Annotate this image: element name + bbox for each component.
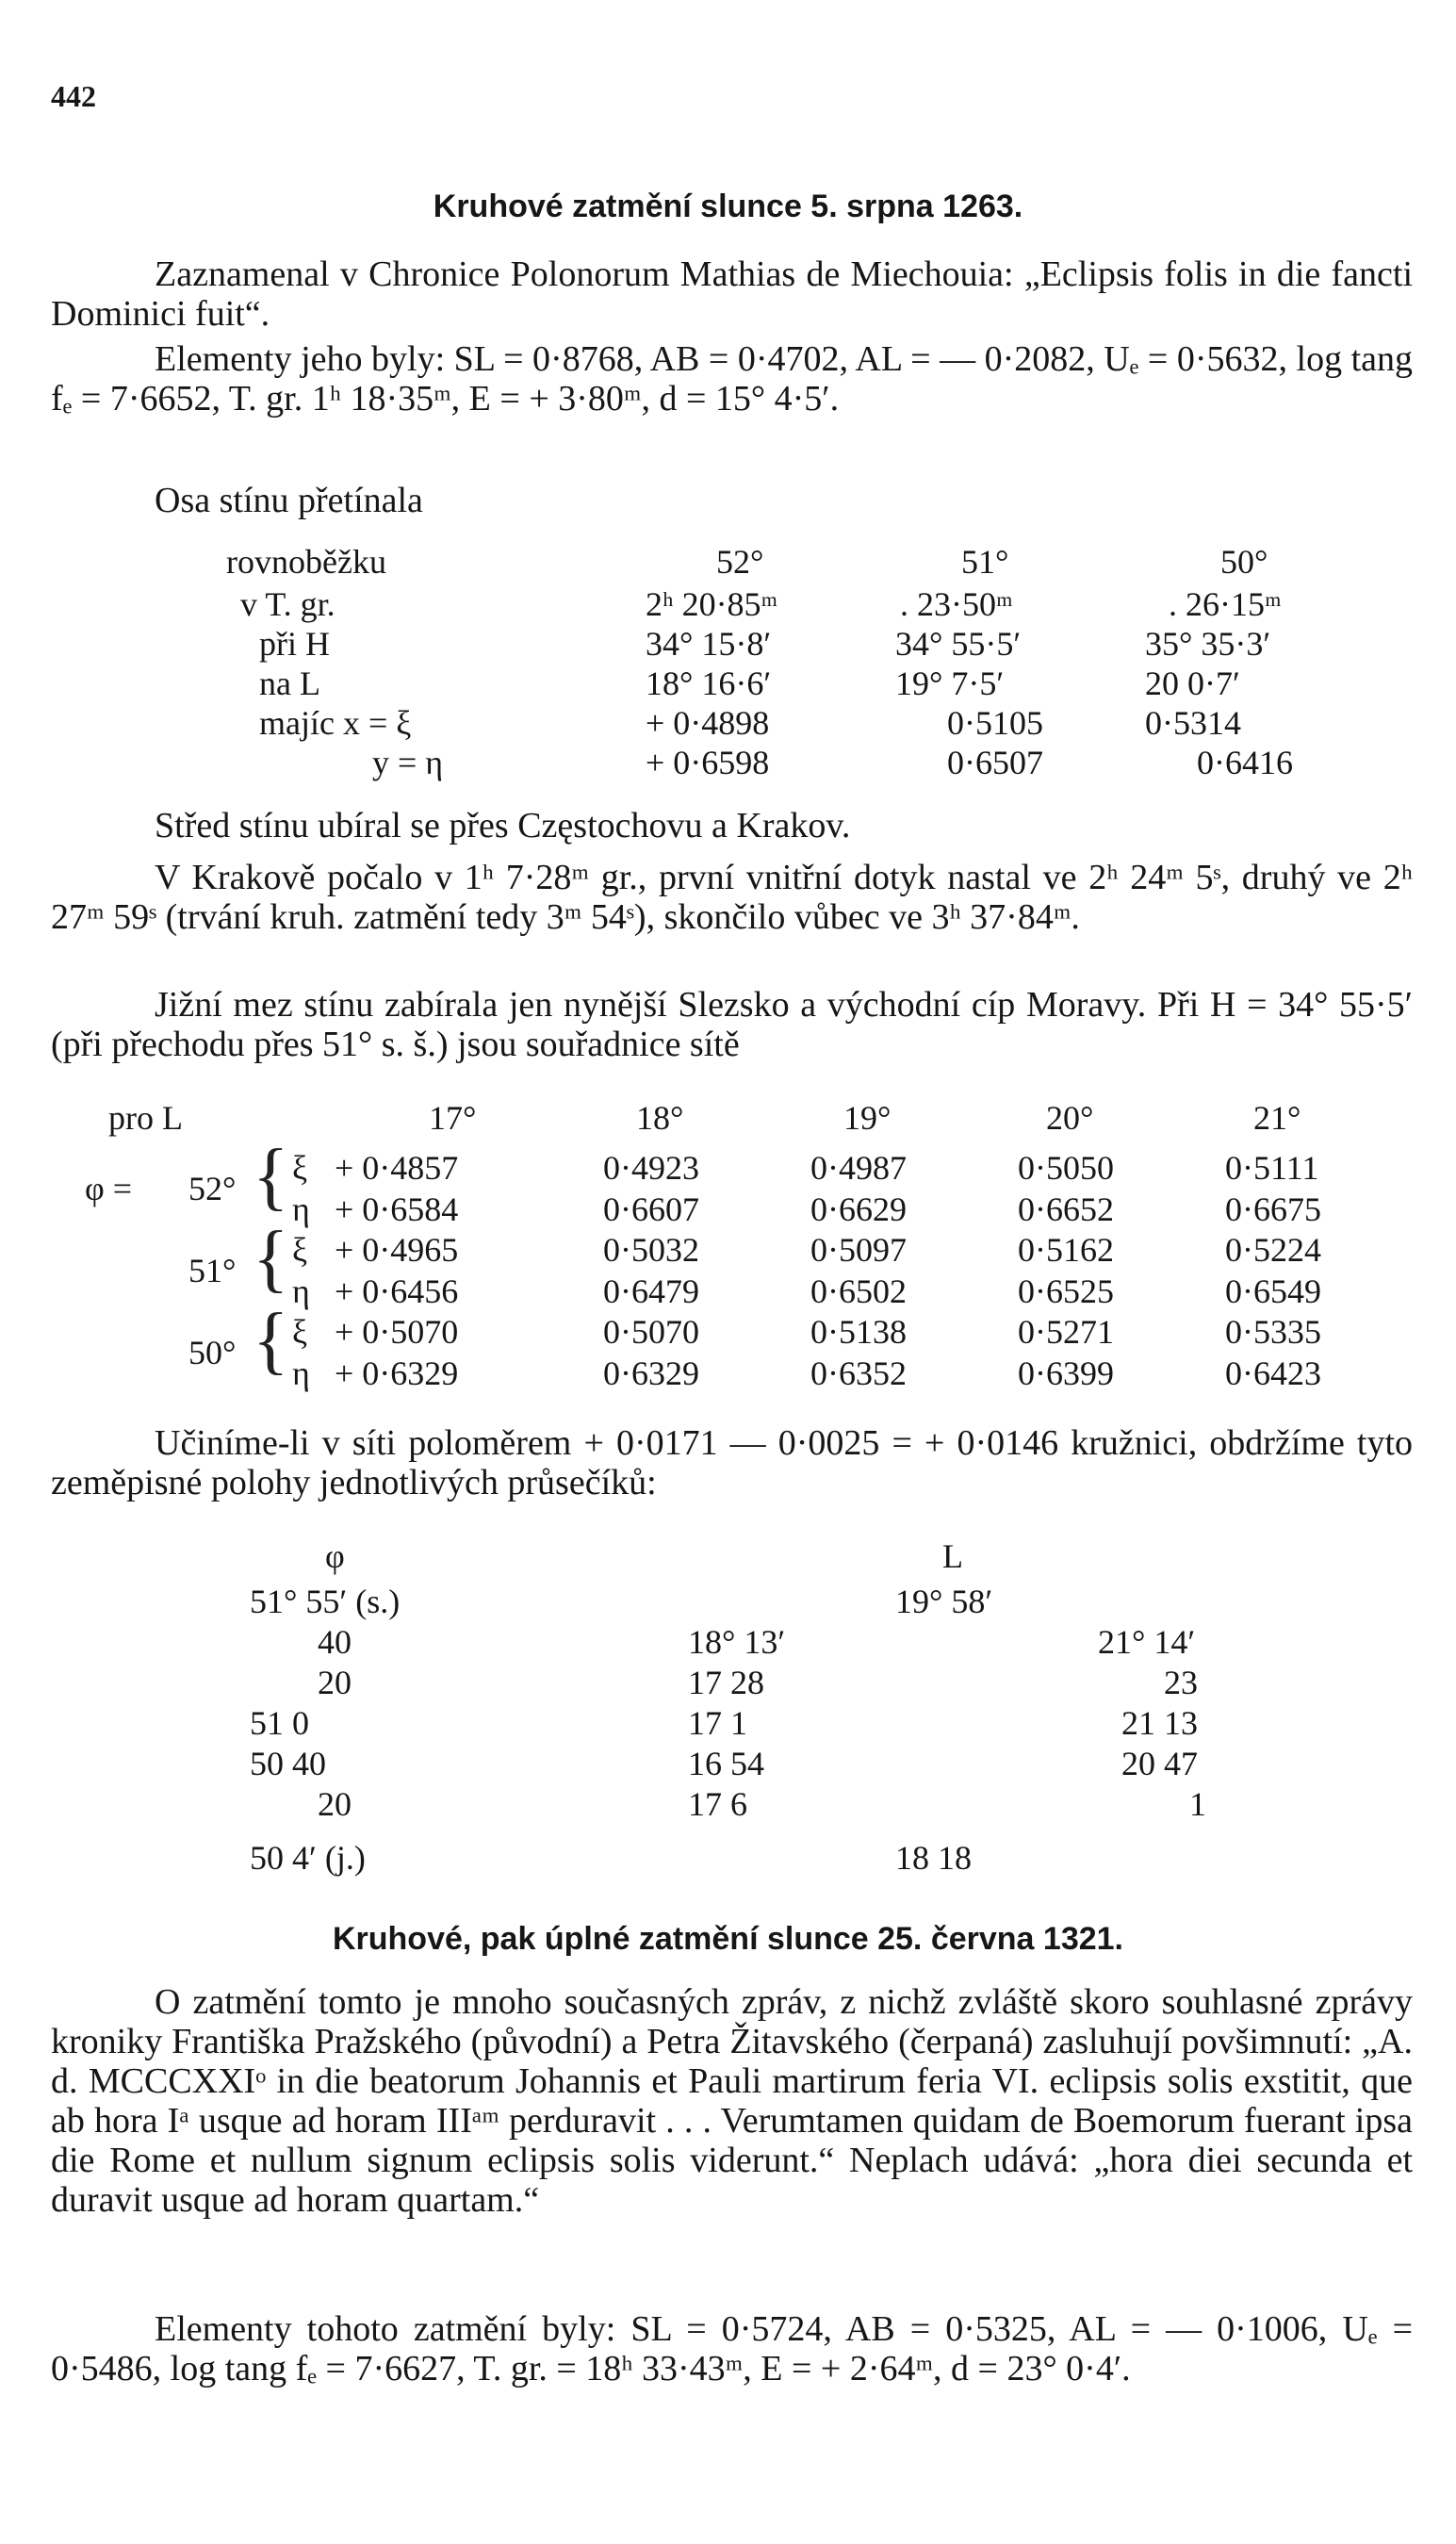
table-cell: + 0·6584 [335, 1190, 459, 1228]
table-cell: 23 [1164, 1664, 1198, 1701]
table-cell: 1 [1189, 1785, 1206, 1823]
table-cell: 34° 15·8′ [646, 625, 772, 663]
paragraph-axis-intro-text: Osa stínu přetínala [155, 481, 423, 520]
xi-symbol: ξ [292, 1313, 308, 1351]
table-cell: 0·4923 [603, 1149, 699, 1187]
table-cell: + 0·4898 [646, 704, 770, 742]
table-cell: 0·5314 [1145, 704, 1241, 742]
table-cell: 20 [318, 1785, 352, 1823]
table2-header [0, 1098, 1456, 1136]
phi-label: φ = [85, 1170, 133, 1207]
table-cell: majíc x = ξ [259, 704, 412, 742]
eta-symbol: η [292, 1354, 310, 1392]
table-cell: 16 54 [688, 1745, 764, 1782]
table-cell: 51 0 [250, 1704, 309, 1742]
table-row [0, 703, 1456, 741]
table-row [0, 1784, 1456, 1822]
eta-symbol: η [292, 1190, 310, 1228]
table-cell: 19° 58′ [895, 1583, 993, 1620]
xi-symbol: ξ [292, 1149, 308, 1187]
table-row [0, 1148, 1456, 1186]
section-heading-1321: Kruhové, pak úplné zatmění slunce 25. června 1321. [332, 1921, 1123, 1957]
table-cell: 40 [318, 1623, 352, 1661]
table2-header-col: 19° [843, 1099, 892, 1137]
table-cell: v T. gr. [240, 585, 335, 623]
table-cell: 20 0·7′ [1145, 665, 1240, 702]
table-cell: 0·6416 [1197, 744, 1293, 781]
table-cell: 0·5335 [1225, 1313, 1321, 1351]
table-cell: 0·6675 [1225, 1190, 1321, 1228]
paragraph-elements-1263 [51, 339, 1413, 419]
section-heading-1263: Kruhové zatmění slunce 5. srpna 1263. [433, 189, 1023, 224]
table-cell: při H [259, 625, 330, 663]
table-row [0, 584, 1456, 622]
table-row [0, 1703, 1456, 1741]
page-number: 442 [51, 79, 96, 113]
table-cell: 35° 35·3′ [1145, 625, 1271, 663]
paragraph-southern-limit [51, 985, 1413, 1064]
paragraph-krakow [51, 858, 1413, 937]
paragraph-shadow-path-text: Střed stínu ubíral se přes Częstochovu a Krakov. [155, 806, 851, 845]
table-cell: 21° 14′ [1098, 1623, 1196, 1661]
table-cell: + 0·6598 [646, 744, 770, 781]
table-row [0, 1838, 1456, 1876]
table-row [0, 1744, 1456, 1781]
table-cell: . 26·15ᵐ [1169, 585, 1282, 623]
table-cell: 0·6502 [810, 1272, 907, 1310]
table-cell: 20 47 [1121, 1745, 1198, 1782]
table2-header-col: 17° [429, 1099, 477, 1137]
group-latitude: 50° [188, 1334, 237, 1371]
paragraph-elements-1263-text: Elementy jeho byly: SL = 0·8768, AB = 0·4702, AL = — 0·2082, Uₑ = 0·5632, log tang fₑ = 7·6652, T. gr. 1ʰ 18·35ᵐ, E = + 3·80ᵐ, d = 15° 4·5′. [51, 339, 1413, 419]
table-cell: 0·5032 [603, 1231, 699, 1269]
table1-header [0, 542, 1456, 580]
table-row [0, 1622, 1456, 1660]
table-cell: 18° 16·6′ [646, 665, 772, 702]
table-cell: 0·4987 [810, 1149, 907, 1187]
table-cell: + 0·6329 [335, 1354, 459, 1392]
table-cell: 0·6507 [947, 744, 1043, 781]
table1-header-label: rovnoběžku [226, 543, 386, 581]
table-cell: 17 28 [688, 1664, 764, 1701]
paragraph-chronicle [51, 254, 1413, 334]
table-cell: + 0·4965 [335, 1231, 459, 1269]
table2-header-col: 21° [1253, 1099, 1301, 1137]
table-cell: 0·6329 [603, 1354, 699, 1392]
group-latitude: 52° [188, 1170, 237, 1207]
table-cell: 0·6607 [603, 1190, 699, 1228]
table-row [0, 1272, 1456, 1309]
paragraph-circle-text: Učiníme-li v síti poloměrem + 0·0171 — 0·0025 = + 0·0146 kružnici, obdržíme tyto zeměpisné polohy jednotlivých průsečíků: [51, 1423, 1413, 1502]
table2-header-label: pro L [108, 1099, 183, 1137]
brace-symbol: { [253, 1217, 289, 1300]
table-row [0, 624, 1456, 662]
paragraph-axis-intro [51, 481, 1413, 520]
table-cell: 0·5070 [603, 1313, 699, 1351]
table-cell: 0·6525 [1018, 1272, 1114, 1310]
table-cell: 50 40 [250, 1745, 326, 1782]
table-cell: 0·5138 [810, 1313, 907, 1351]
eta-symbol: η [292, 1272, 310, 1310]
table-cell: 0·5105 [947, 704, 1043, 742]
table-row [0, 1663, 1456, 1700]
table1-header-col: 50° [1220, 543, 1268, 581]
table-row [0, 1312, 1456, 1350]
paragraph-sources-1321 [51, 1982, 1413, 2220]
table-cell: 0·5111 [1225, 1149, 1319, 1187]
paragraph-circle [51, 1423, 1413, 1502]
paragraph-southern-limit-text: Jižní mez stínu zabírala jen nynější Slezsko a východní cíp Moravy. Při H = 34° 55·5′ (při přechodu přes 51° s. š.) jsou souřadnice sítě [51, 985, 1413, 1064]
brace-symbol: { [253, 1299, 289, 1382]
table-row [0, 1190, 1456, 1227]
table-cell: 20 [318, 1664, 352, 1701]
table-cell: + 0·5070 [335, 1313, 459, 1351]
paragraph-elements-1321 [51, 2309, 1413, 2388]
table-row [0, 1354, 1456, 1391]
table3-header [0, 1536, 1456, 1574]
paragraph-shadow-path [51, 806, 1413, 845]
table-cell: 0·6399 [1018, 1354, 1114, 1392]
table-cell: 0·6352 [810, 1354, 907, 1392]
table-cell: 0·5224 [1225, 1231, 1321, 1269]
table-cell: 34° 55·5′ [895, 625, 1022, 663]
table-cell: . 23·50ᵐ [900, 585, 1013, 623]
table2-header-col: 20° [1046, 1099, 1094, 1137]
table-cell: + 0·6456 [335, 1272, 459, 1310]
paragraph-krakow-text: V Krakově počalo v 1ʰ 7·28ᵐ gr., první vnitřní dotyk nastal ve 2ʰ 24ᵐ 5ˢ, druhý ve 2ʰ 27ᵐ 59ˢ (trvání kruh. zatmění tedy 3ᵐ 54ˢ), skončilo vůbec ve 3ʰ 37·84ᵐ. [51, 858, 1413, 937]
table-cell: 0·6549 [1225, 1272, 1321, 1310]
brace-symbol: { [253, 1135, 289, 1218]
table-cell: 18 18 [895, 1839, 972, 1877]
table-cell: 17 6 [688, 1785, 747, 1823]
paragraph-chronicle-text: Zaznamenal v Chronice Polonorum Mathias de Miechouia: „Eclipsis folis in die fancti Dominici fuit“. [51, 254, 1413, 334]
table-cell: na L [259, 665, 320, 702]
table-cell: 21 13 [1121, 1704, 1198, 1742]
table-cell: 51° 55′ (s.) [250, 1583, 401, 1620]
table-cell: 2ʰ 20·85ᵐ [646, 585, 778, 623]
group-latitude: 51° [188, 1252, 237, 1289]
table-cell: 17 1 [688, 1704, 747, 1742]
table-row [0, 1582, 1456, 1619]
table-cell: 0·6423 [1225, 1354, 1321, 1392]
table-row [0, 743, 1456, 780]
table-cell: 18° 13′ [688, 1623, 786, 1661]
table-row [0, 664, 1456, 701]
table1-header-col: 52° [716, 543, 764, 581]
table-cell: y = η [372, 744, 444, 781]
table3-header-l: L [942, 1537, 963, 1575]
table-cell: 0·5162 [1018, 1231, 1114, 1269]
table-cell: 0·6629 [810, 1190, 907, 1228]
table-cell: 0·6652 [1018, 1190, 1114, 1228]
table2-header-col: 18° [636, 1099, 684, 1137]
table-cell: 19° 7·5′ [895, 665, 1005, 702]
table-cell: 50 4′ (j.) [250, 1839, 366, 1877]
table-cell: 0·5271 [1018, 1313, 1114, 1351]
table-row [0, 1230, 1456, 1268]
paragraph-elements-1321-text: Elementy tohoto zatmění byly: SL = 0·5724, AB = 0·5325, AL = — 0·1006, Uₑ = 0·5486, log tang fₑ = 7·6627, T. gr. = 18ʰ 33·43ᵐ, E = + 2·64ᵐ, d = 23° 0·4′. [51, 2309, 1413, 2388]
table-cell: + 0·4857 [335, 1149, 459, 1187]
table-cell: 0·5050 [1018, 1149, 1114, 1187]
table3-header-phi: φ [325, 1537, 345, 1575]
xi-symbol: ξ [292, 1231, 308, 1269]
table-cell: 0·5097 [810, 1231, 907, 1269]
paragraph-sources-1321-text: O zatmění tomto je mnoho současných zpráv, z nichž zvláště skoro souhlasné zprávy kroniky Františka Pražského (původní) a Petra Žitavského (čerpaná) zasluhují povšimnutí: „A. d. MCCCXXIᵒ in die beatorum Johannis et Pauli martirum feria VI. eclipsis solis exstitit, que ab hora Iᵃ usque ad horam IIIᵃᵐ perduravit . . . Verumtamen quidam de Boemorum fuerant ipsa die Rome et nullum signum eclipsis solis viderunt.“ Neplach udává: „hora diei secunda et duravit usque ad horam quartam.“ [51, 1982, 1413, 2220]
table1-header-col: 51° [961, 543, 1009, 581]
table-cell: 0·6479 [603, 1272, 699, 1310]
